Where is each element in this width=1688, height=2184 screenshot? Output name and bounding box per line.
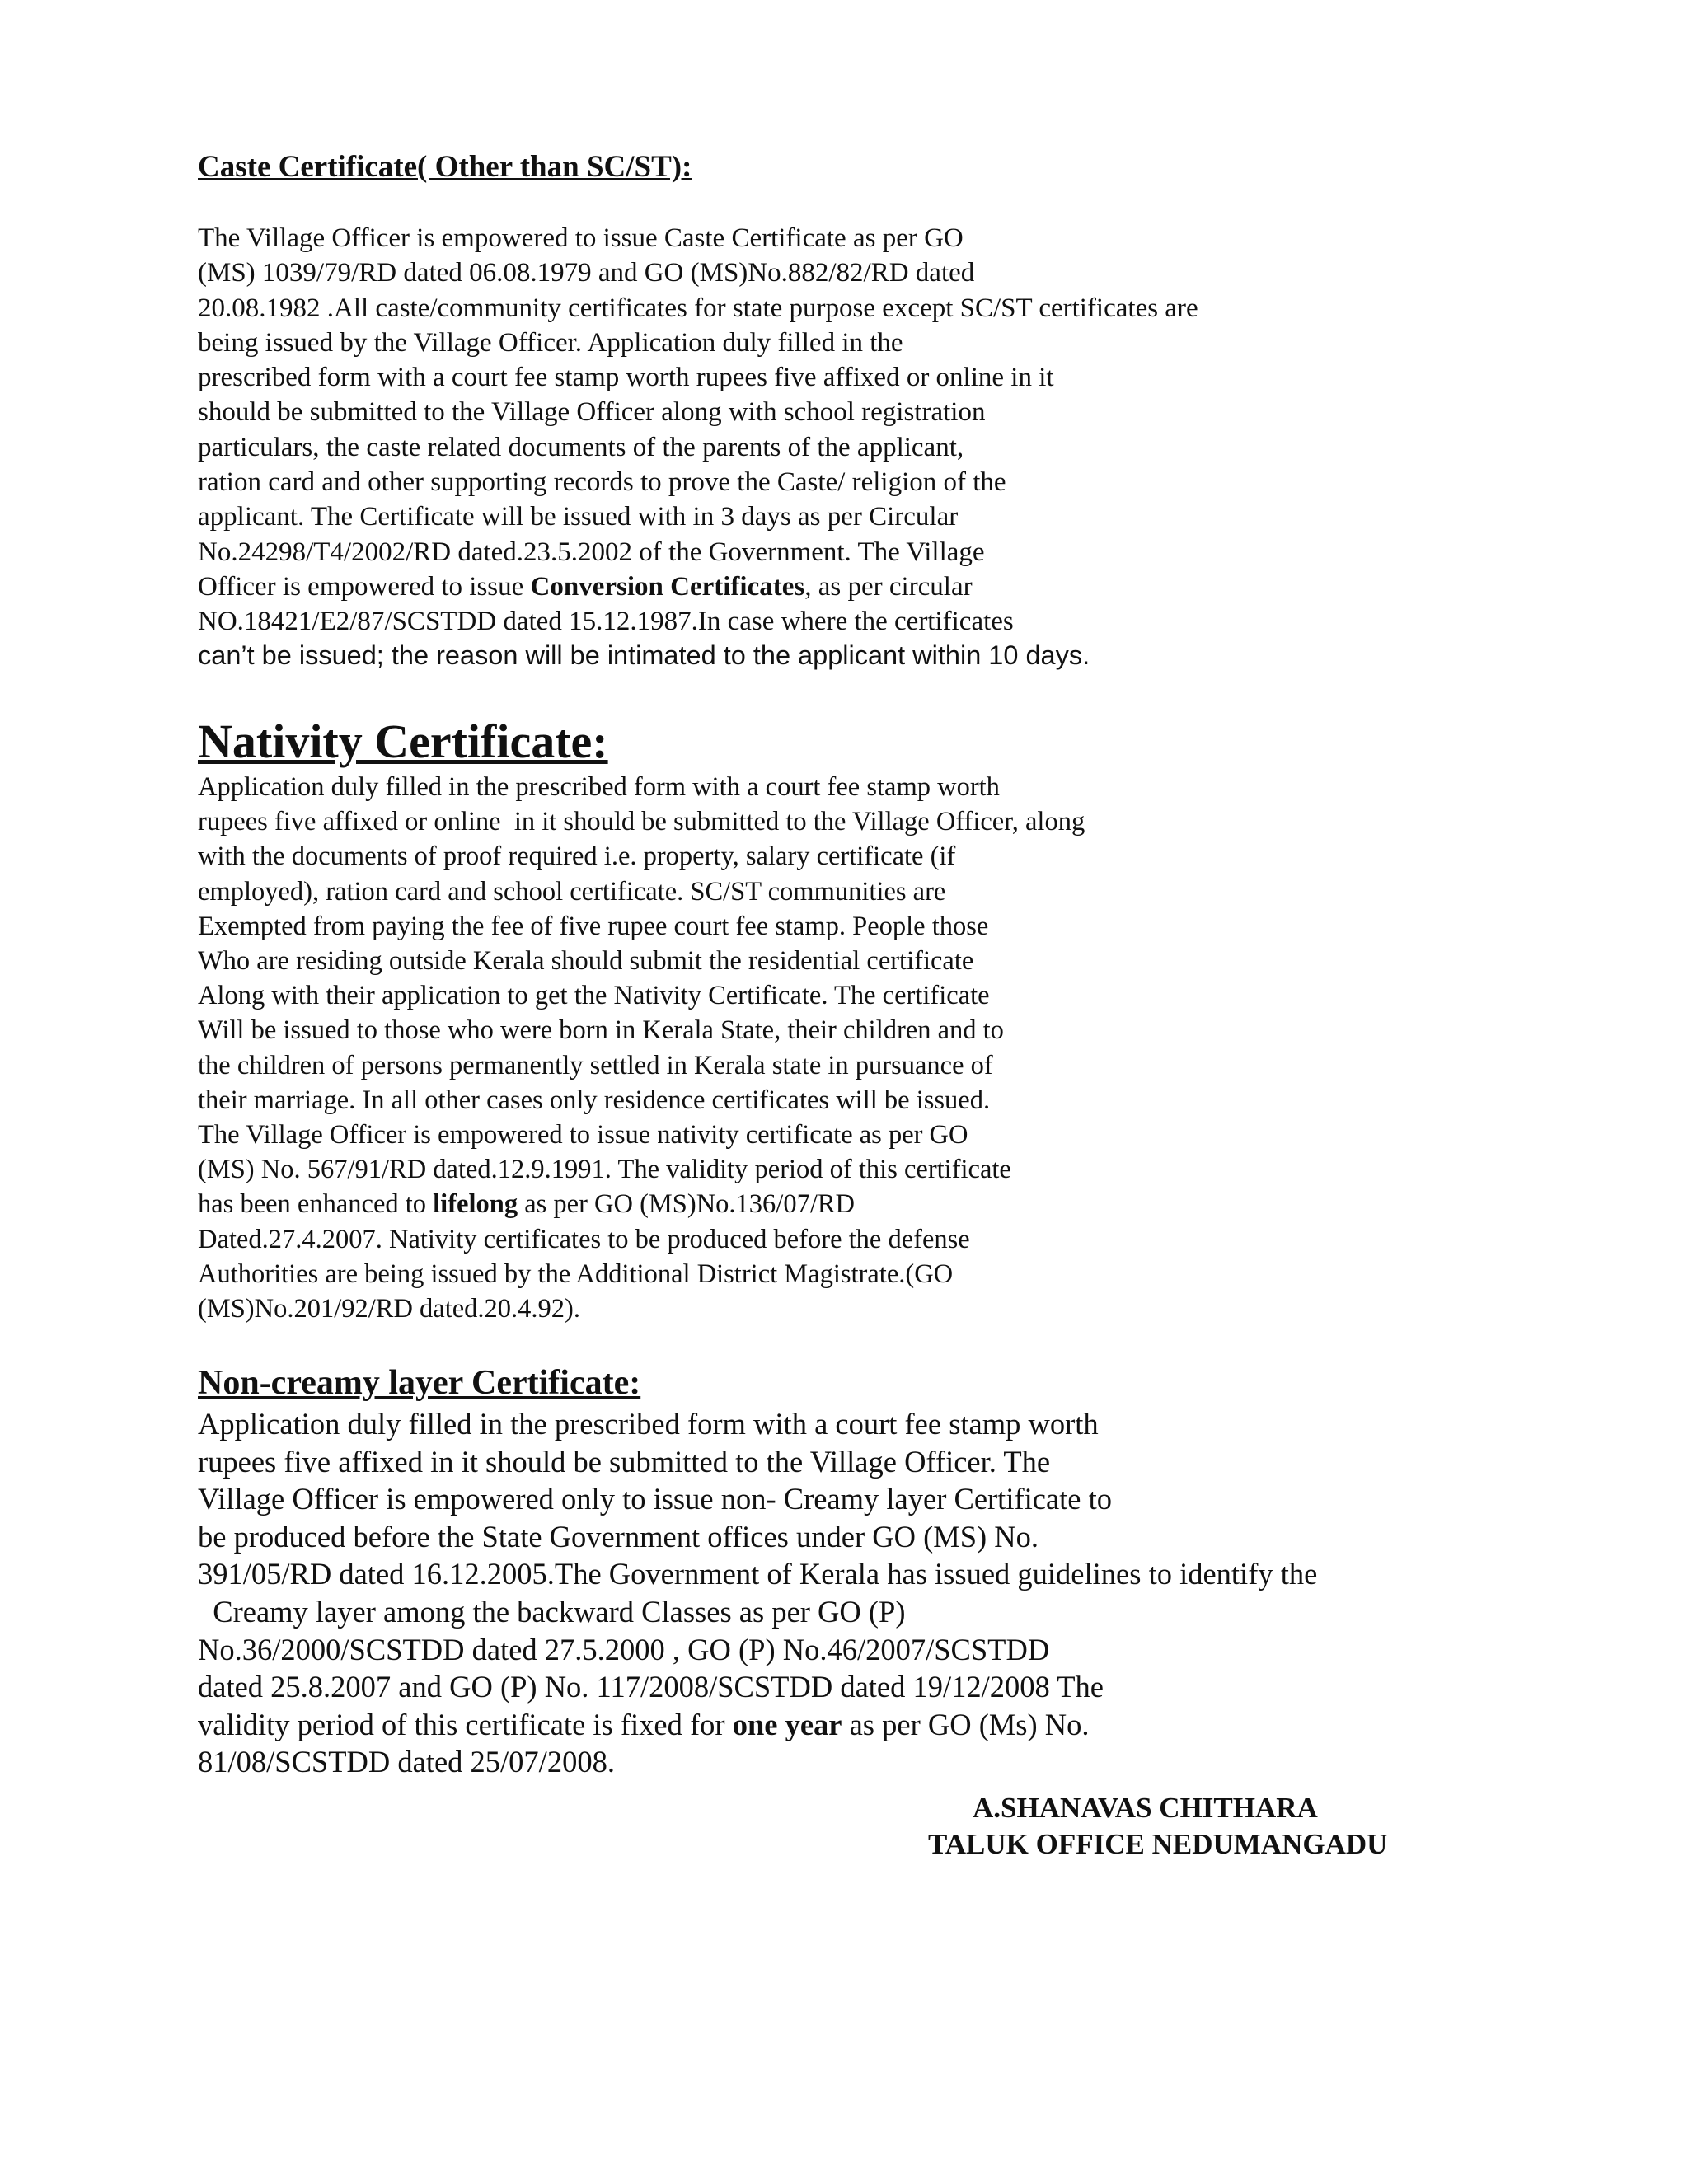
body-line: with the documents of proof required i.e. property, salary certificate (if xyxy=(198,841,956,872)
caste-certificate-body xyxy=(198,221,1198,640)
body-line: (MS) 1039/79/RD dated 06.08.1979 and GO (MS)No.882/82/RD dated xyxy=(198,258,975,288)
body-line-with-bold xyxy=(198,1187,1085,1221)
body-line: 20.08.1982 .All caste/community certificates for state purpose except SC/ST certificates are xyxy=(198,293,1198,323)
body-line: applicant. The Certificate will be issued with in 3 days as per Circular xyxy=(198,502,959,532)
body-line: ration card and other supporting records to prove the Caste/ religion of the xyxy=(198,467,1006,498)
body-line: Along with their application to get the Nativity Certificate. The certificate xyxy=(198,981,990,1011)
body-line: Application duly filled in the prescribed form with a court fee stamp worth xyxy=(198,1407,1099,1441)
body-line: 81/08/SCSTDD dated 25/07/2008. xyxy=(198,1745,615,1779)
body-line: Dated.27.4.2007. Nativity certificates to be produced before the defense xyxy=(198,1224,970,1254)
body-line: particulars, the caste related documents of the parents of the applicant, xyxy=(198,432,964,462)
body-line: should be submitted to the Village Officer along with school registration xyxy=(198,397,986,428)
conversion-certificates-emphasis: Conversion Certificates xyxy=(530,571,805,602)
text-segment: as per GO (MS)No.136/07/RD xyxy=(518,1189,856,1220)
body-line: Exempted from paying the fee of five rupee court fee stamp. People those xyxy=(198,911,989,941)
body-line: No.24298/T4/2002/RD dated.23.5.2002 of the Government. The Village xyxy=(198,537,985,567)
body-line: being issued by the Village Officer. Application duly filled in the xyxy=(198,327,903,358)
nativity-certificate-heading: Nativity Certificate: xyxy=(198,715,608,768)
text-segment: validity period of this certificate is fixed for xyxy=(198,1707,733,1741)
body-line: The Village Officer is empowered to issue nativity certificate as per GO xyxy=(198,1120,968,1151)
text-segment: has been enhanced to xyxy=(198,1189,434,1220)
body-line: The Village Officer is empowered to issue Caste Certificate as per GO xyxy=(198,223,964,253)
nativity-certificate-body xyxy=(198,770,1085,1326)
body-line: Creamy layer among the backward Classes as per GO (P) xyxy=(198,1594,906,1629)
non-creamy-layer-heading: Non-creamy layer Certificate: xyxy=(198,1364,641,1402)
body-line: their marriage. In all other cases only residence certificates will be issued. xyxy=(198,1085,991,1115)
body-line: prescribed form with a court fee stamp worth rupees five affixed or online in it xyxy=(198,363,1054,393)
body-line: Authorities are being issued by the Additional District Magistrate.(GO xyxy=(198,1258,954,1289)
body-line: Application duly filled in the prescribed form with a court fee stamp worth xyxy=(198,772,1000,802)
signatory-name: A.SHANAVAS CHITHARA xyxy=(973,1792,1318,1824)
body-line: 391/05/RD dated 16.12.2005.The Government of Kerala has issued guidelines to identify the xyxy=(198,1557,1318,1591)
non-creamy-layer-body xyxy=(198,1405,1317,1781)
body-line: dated 25.8.2007 and GO (P) No. 117/2008/SCSTDD dated 19/12/2008 The xyxy=(198,1670,1104,1704)
body-line: Who are residing outside Kerala should submit the residential certificate xyxy=(198,946,974,977)
body-line: No.36/2000/SCSTDD dated 27.5.2000 , GO (P) No.46/2007/SCSTDD xyxy=(198,1632,1050,1666)
text-segment: as per GO (Ms) No. xyxy=(842,1707,1090,1741)
rejection-notice-line: can’t be issued; the reason will be intimated to the applicant within 10 days. xyxy=(198,640,1090,670)
body-line: the children of persons permanently settled in Kerala state in pursuance of xyxy=(198,1050,993,1080)
body-line: Village Officer is empowered only to issue non- Creamy layer Certificate to xyxy=(198,1482,1113,1516)
text-segment: Officer is empowered to issue xyxy=(198,571,531,602)
body-line: employed), ration card and school certificate. SC/ST communities are xyxy=(198,876,946,907)
text-segment: , as per circular xyxy=(804,571,973,602)
one-year-emphasis: one year xyxy=(732,1707,842,1741)
caste-certificate-heading: Caste Certificate( Other than SC/ST): xyxy=(198,150,692,184)
body-line: NO.18421/E2/87/SCSTDD dated 15.12.1987.In case where the certificates xyxy=(198,607,1014,637)
body-line: rupees five affixed or online in it should be submitted to the Village Officer, along xyxy=(198,807,1085,837)
lifelong-emphasis: lifelong xyxy=(433,1189,518,1220)
signatory-office: TALUK OFFICE NEDUMANGADU xyxy=(928,1828,1388,1860)
body-line: (MS) No. 567/91/RD dated.12.9.1991. The validity period of this certificate xyxy=(198,1155,1011,1185)
body-line: Will be issued to those who were born in Kerala State, their children and to xyxy=(198,1015,1004,1046)
body-line-with-bold xyxy=(198,569,1198,604)
body-line: rupees five affixed in it should be submitted to the Village Officer. The xyxy=(198,1444,1051,1479)
body-line: be produced before the State Government offices under GO (MS) No. xyxy=(198,1519,1039,1554)
body-line: (MS)No.201/92/RD dated.20.4.92). xyxy=(198,1294,580,1324)
body-line-with-bold xyxy=(198,1706,1317,1744)
